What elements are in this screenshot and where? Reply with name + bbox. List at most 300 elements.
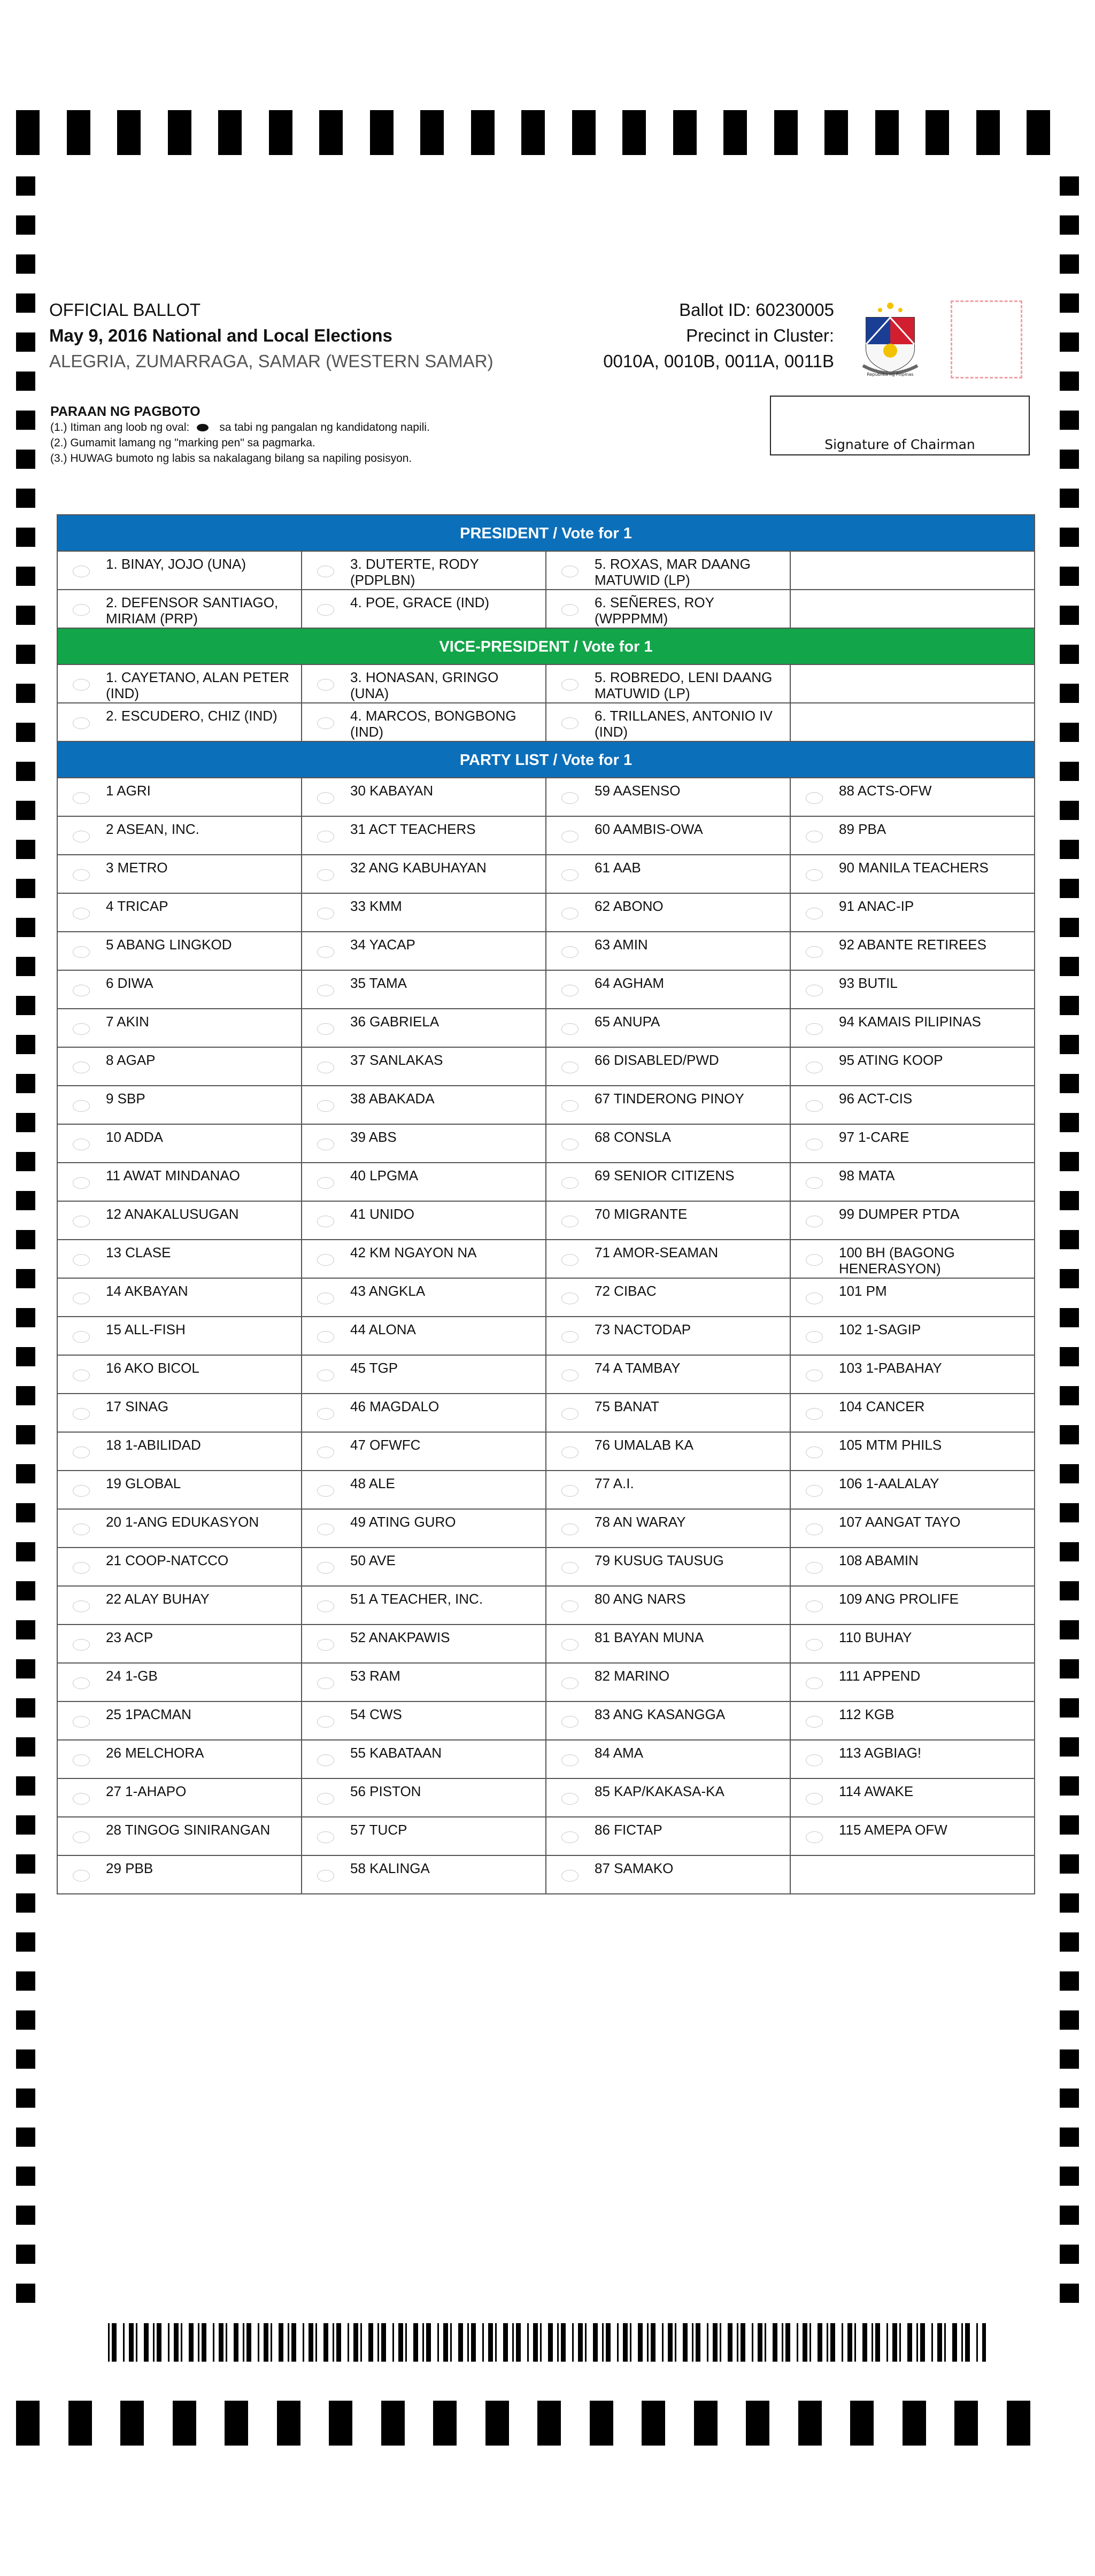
- candidate-cell[interactable]: [791, 1086, 1035, 1124]
- vote-oval[interactable]: [73, 1870, 90, 1882]
- vote-oval[interactable]: [561, 831, 579, 842]
- timing-mark: [16, 215, 35, 235]
- vote-oval[interactable]: [73, 1139, 90, 1150]
- vote-oval[interactable]: [561, 566, 579, 577]
- candidate-cell[interactable]: [302, 1433, 546, 1470]
- candidate-name: 107 AANGAT TAYO: [839, 1514, 961, 1530]
- barcode-bar: [437, 2323, 439, 2362]
- vote-oval[interactable]: [317, 1254, 334, 1266]
- vote-oval[interactable]: [806, 1446, 823, 1458]
- vote-oval[interactable]: [73, 1793, 90, 1805]
- vote-oval[interactable]: [806, 1293, 823, 1304]
- vote-oval[interactable]: [561, 1254, 579, 1266]
- vote-oval[interactable]: [561, 869, 579, 881]
- candidate-cell[interactable]: [546, 665, 791, 702]
- candidate-name: 3 METRO: [106, 860, 168, 876]
- barcode-bar: [189, 2323, 194, 2362]
- candidate-cell[interactable]: [302, 1086, 546, 1124]
- vote-oval[interactable]: [806, 1254, 823, 1266]
- candidate-cell[interactable]: [302, 1202, 546, 1239]
- candidate-cell[interactable]: [302, 552, 546, 589]
- candidate-cell[interactable]: [58, 1240, 302, 1278]
- vote-oval[interactable]: [561, 1523, 579, 1535]
- candidate-cell[interactable]: [302, 1702, 546, 1739]
- vote-oval[interactable]: [73, 1600, 90, 1612]
- vote-oval[interactable]: [806, 1216, 823, 1227]
- candidate-name: 4 TRICAP: [106, 898, 168, 914]
- candidate-cell[interactable]: [302, 1664, 546, 1701]
- timing-mark: [16, 957, 35, 976]
- vote-oval[interactable]: [73, 1331, 90, 1343]
- vote-oval[interactable]: [806, 1677, 823, 1689]
- vote-oval[interactable]: [806, 1408, 823, 1420]
- candidate-cell[interactable]: [58, 1202, 302, 1239]
- candidate-cell[interactable]: [791, 1510, 1035, 1547]
- vote-oval[interactable]: [73, 985, 90, 996]
- vote-oval[interactable]: [561, 1485, 579, 1497]
- candidate-cell[interactable]: [302, 1279, 546, 1316]
- vote-oval[interactable]: [317, 1331, 334, 1343]
- vote-oval[interactable]: [561, 1677, 579, 1689]
- vote-oval[interactable]: [317, 1831, 334, 1843]
- candidate-cell[interactable]: [302, 590, 546, 628]
- vote-oval[interactable]: [73, 1293, 90, 1304]
- candidate-cell[interactable]: [302, 1740, 546, 1778]
- vote-oval[interactable]: [806, 1023, 823, 1035]
- candidate-cell[interactable]: [58, 932, 302, 970]
- vote-oval[interactable]: [561, 1293, 579, 1304]
- candidate-cell[interactable]: [791, 1009, 1035, 1047]
- candidate-cell[interactable]: [546, 1548, 791, 1585]
- timing-mark: [16, 1698, 35, 1718]
- candidate-cell[interactable]: [58, 552, 302, 589]
- timing-mark: [1060, 1347, 1079, 1366]
- vote-oval[interactable]: [317, 792, 334, 804]
- candidate-cell[interactable]: [58, 1433, 302, 1470]
- vote-oval[interactable]: [317, 1023, 334, 1035]
- candidate-cell[interactable]: [302, 1625, 546, 1662]
- candidate-cell[interactable]: [546, 703, 791, 741]
- vote-oval[interactable]: [317, 1062, 334, 1073]
- candidate-cell[interactable]: [546, 1163, 791, 1201]
- vote-oval[interactable]: [317, 679, 334, 691]
- vote-oval[interactable]: [561, 1639, 579, 1651]
- candidate-cell[interactable]: [791, 971, 1035, 1008]
- candidate-cell[interactable]: [791, 817, 1035, 854]
- candidate-cell[interactable]: [58, 1664, 302, 1701]
- candidate-cell[interactable]: [302, 1856, 546, 1893]
- candidate-cell[interactable]: [302, 1510, 546, 1547]
- candidate-cell[interactable]: [546, 1048, 791, 1085]
- barcode-bar: [413, 2323, 418, 2362]
- barcode-bar: [213, 2323, 214, 2362]
- vote-oval[interactable]: [806, 1177, 823, 1189]
- candidate-cell[interactable]: [58, 1471, 302, 1509]
- candidate-cell[interactable]: [58, 665, 302, 702]
- vote-oval[interactable]: [73, 1100, 90, 1112]
- candidate-cell[interactable]: [302, 1009, 546, 1047]
- vote-oval[interactable]: [561, 1331, 579, 1343]
- vote-oval[interactable]: [317, 1485, 334, 1497]
- vote-oval[interactable]: [561, 604, 579, 616]
- candidate-cell[interactable]: [546, 894, 791, 931]
- candidate-cell[interactable]: [791, 1664, 1035, 1701]
- vote-oval[interactable]: [806, 908, 823, 919]
- vote-oval[interactable]: [73, 1754, 90, 1766]
- vote-oval[interactable]: [73, 792, 90, 804]
- timing-mark: [16, 1191, 35, 1210]
- vote-oval[interactable]: [561, 717, 579, 729]
- candidate-cell[interactable]: [58, 590, 302, 628]
- barcode-bar: [623, 2323, 628, 2362]
- timing-mark: [16, 1893, 35, 1913]
- candidate-cell[interactable]: [791, 1317, 1035, 1355]
- vote-oval[interactable]: [561, 1446, 579, 1458]
- vote-oval[interactable]: [73, 1254, 90, 1266]
- candidate-name: 97 1-CARE: [839, 1129, 909, 1145]
- candidate-cell[interactable]: [546, 1625, 791, 1662]
- candidate-cell[interactable]: [546, 1279, 791, 1316]
- candidate-cell[interactable]: [302, 1817, 546, 1855]
- vote-oval[interactable]: [561, 908, 579, 919]
- candidate-cell[interactable]: [546, 1740, 791, 1778]
- vote-oval[interactable]: [317, 908, 334, 919]
- candidate-cell[interactable]: [58, 778, 302, 816]
- candidate-cell[interactable]: [791, 1356, 1035, 1393]
- vote-oval[interactable]: [561, 1062, 579, 1073]
- vote-oval[interactable]: [561, 1716, 579, 1728]
- timing-mark: [1060, 1386, 1079, 1405]
- candidate-cell[interactable]: [791, 1471, 1035, 1509]
- vote-oval[interactable]: [317, 1216, 334, 1227]
- vote-oval[interactable]: [317, 1639, 334, 1651]
- candidate-cell[interactable]: [546, 1009, 791, 1047]
- candidate-cell[interactable]: [546, 1394, 791, 1432]
- candidate-cell[interactable]: [58, 1510, 302, 1547]
- candidate-cell[interactable]: [546, 817, 791, 854]
- candidate-cell[interactable]: [302, 894, 546, 931]
- vote-oval[interactable]: [73, 717, 90, 729]
- vote-oval[interactable]: [317, 1177, 334, 1189]
- vote-oval[interactable]: [73, 1023, 90, 1035]
- candidate-cell[interactable]: [791, 1394, 1035, 1432]
- timing-mark: [1060, 1035, 1079, 1054]
- candidate-cell[interactable]: [791, 1548, 1035, 1585]
- candidate-cell[interactable]: [302, 1356, 546, 1393]
- candidate-cell[interactable]: [302, 1317, 546, 1355]
- vote-oval[interactable]: [806, 946, 823, 958]
- candidate-cell[interactable]: [546, 1510, 791, 1547]
- candidate-cell[interactable]: [546, 1317, 791, 1355]
- vote-oval[interactable]: [561, 1100, 579, 1112]
- vote-oval[interactable]: [73, 831, 90, 842]
- barcode-bar: [758, 2323, 762, 2362]
- timing-mark: [1060, 1503, 1079, 1522]
- timing-mark: [622, 110, 646, 155]
- vote-oval[interactable]: [561, 1177, 579, 1189]
- vote-oval[interactable]: [806, 1831, 823, 1843]
- timing-mark: [16, 1932, 35, 1952]
- vote-oval[interactable]: [317, 946, 334, 958]
- empty-cell: [791, 552, 1035, 589]
- candidate-name: 21 COOP-NATCCO: [106, 1552, 229, 1568]
- vote-oval[interactable]: [561, 1754, 579, 1766]
- vote-oval[interactable]: [317, 831, 334, 842]
- candidate-cell[interactable]: [546, 1702, 791, 1739]
- vote-oval[interactable]: [73, 1562, 90, 1574]
- candidate-name: 83 ANG KASANGGA: [595, 1706, 726, 1722]
- candidate-cell[interactable]: [302, 778, 546, 816]
- vote-oval[interactable]: [561, 1408, 579, 1420]
- vote-oval[interactable]: [73, 566, 90, 577]
- candidate-cell[interactable]: [791, 1702, 1035, 1739]
- timing-mark: [1060, 2088, 1079, 2108]
- chairman-signature-box[interactable]: [770, 396, 1030, 455]
- timing-mark: [16, 1386, 35, 1405]
- candidate-cell[interactable]: [302, 1394, 546, 1432]
- candidate-cell[interactable]: [58, 1817, 302, 1855]
- vote-oval[interactable]: [561, 1023, 579, 1035]
- vote-oval[interactable]: [317, 1754, 334, 1766]
- candidate-cell[interactable]: [58, 703, 302, 741]
- candidate-cell[interactable]: [791, 894, 1035, 931]
- candidate-name: 47 OFWFC: [350, 1437, 421, 1453]
- candidate-cell[interactable]: [791, 1240, 1035, 1278]
- candidate-cell[interactable]: [546, 1856, 791, 1893]
- vote-oval[interactable]: [317, 566, 334, 577]
- timing-mark: [16, 1347, 35, 1366]
- candidate-cell[interactable]: [58, 1394, 302, 1432]
- vote-oval[interactable]: [317, 1562, 334, 1574]
- candidate-cell[interactable]: [58, 1740, 302, 1778]
- candidate-cell[interactable]: [302, 1587, 546, 1624]
- vote-oval[interactable]: [73, 1408, 90, 1420]
- vote-oval[interactable]: [806, 1100, 823, 1112]
- vote-oval[interactable]: [561, 1216, 579, 1227]
- candidate-cell[interactable]: [791, 1779, 1035, 1816]
- candidate-cell[interactable]: [546, 1664, 791, 1701]
- candidate-cell[interactable]: [791, 1163, 1035, 1201]
- timing-mark: [1060, 684, 1079, 703]
- vote-oval[interactable]: [561, 1600, 579, 1612]
- vote-oval[interactable]: [561, 1370, 579, 1381]
- candidate-cell[interactable]: [302, 1240, 546, 1278]
- candidate-cell[interactable]: [546, 855, 791, 893]
- vote-oval[interactable]: [806, 1062, 823, 1073]
- vote-oval[interactable]: [317, 1100, 334, 1112]
- candidate-cell[interactable]: [302, 932, 546, 970]
- candidate-cell[interactable]: [791, 1433, 1035, 1470]
- candidate-name: 39 ABS: [350, 1129, 397, 1145]
- candidate-cell[interactable]: [791, 1279, 1035, 1316]
- vote-oval[interactable]: [806, 1793, 823, 1805]
- candidate-cell[interactable]: [546, 971, 791, 1008]
- candidate-cell[interactable]: [546, 1086, 791, 1124]
- candidate-cell[interactable]: [546, 1202, 791, 1239]
- candidate-cell[interactable]: [58, 1702, 302, 1739]
- vote-oval[interactable]: [806, 1370, 823, 1381]
- candidate-cell[interactable]: [546, 552, 791, 589]
- candidate-cell[interactable]: [791, 1125, 1035, 1162]
- vote-oval[interactable]: [317, 1793, 334, 1805]
- vote-oval[interactable]: [561, 985, 579, 996]
- candidate-cell[interactable]: [58, 1086, 302, 1124]
- barcode-bar: [899, 2323, 901, 2362]
- vote-oval[interactable]: [561, 679, 579, 691]
- candidate-cell[interactable]: [791, 1587, 1035, 1624]
- vote-oval[interactable]: [317, 985, 334, 996]
- candidate-cell[interactable]: [58, 1048, 302, 1085]
- vote-oval[interactable]: [561, 1562, 579, 1574]
- vote-oval[interactable]: [806, 1331, 823, 1343]
- vote-oval[interactable]: [73, 1062, 90, 1073]
- candidate-name: 73 NACTODAP: [595, 1321, 691, 1337]
- candidate-cell[interactable]: [546, 1240, 791, 1278]
- barcode-bar: [144, 2323, 149, 2362]
- vote-oval[interactable]: [561, 1870, 579, 1882]
- candidate-cell[interactable]: [546, 932, 791, 970]
- vote-oval[interactable]: [73, 1639, 90, 1651]
- vote-oval[interactable]: [561, 1793, 579, 1805]
- candidate-cell[interactable]: [302, 703, 546, 741]
- candidate-cell[interactable]: [791, 1817, 1035, 1855]
- vote-oval[interactable]: [73, 908, 90, 919]
- candidate-cell[interactable]: [58, 1625, 302, 1662]
- candidate-cell[interactable]: [58, 855, 302, 893]
- candidate-cell[interactable]: [302, 971, 546, 1008]
- barcode-bar: [527, 2323, 529, 2362]
- vote-oval[interactable]: [73, 1831, 90, 1843]
- candidate-cell[interactable]: [58, 1317, 302, 1355]
- candidate-cell[interactable]: [302, 1471, 546, 1509]
- candidate-cell[interactable]: [302, 1125, 546, 1162]
- candidate-cell[interactable]: [58, 1356, 302, 1393]
- candidate-cell[interactable]: [546, 1817, 791, 1855]
- vote-oval[interactable]: [317, 1870, 334, 1882]
- vote-oval[interactable]: [317, 604, 334, 616]
- candidate-cell[interactable]: [302, 817, 546, 854]
- vote-oval[interactable]: [317, 1370, 334, 1381]
- candidate-cell[interactable]: [791, 855, 1035, 893]
- candidate-name: 4. POE, GRACE (IND): [350, 594, 490, 610]
- vote-oval[interactable]: [73, 1177, 90, 1189]
- candidate-cell[interactable]: [58, 1779, 302, 1816]
- vote-oval[interactable]: [317, 1600, 334, 1612]
- ballot-row: [58, 1239, 1035, 1278]
- vote-oval[interactable]: [73, 604, 90, 616]
- candidate-cell[interactable]: [58, 1009, 302, 1047]
- candidate-cell[interactable]: [546, 1471, 791, 1509]
- vote-oval[interactable]: [317, 1408, 334, 1420]
- candidate-cell[interactable]: [791, 1048, 1035, 1085]
- candidate-cell[interactable]: [791, 778, 1035, 816]
- vote-oval[interactable]: [317, 1677, 334, 1689]
- vote-oval[interactable]: [806, 1639, 823, 1651]
- candidate-cell[interactable]: [546, 590, 791, 628]
- vote-oval[interactable]: [561, 1139, 579, 1150]
- vote-oval[interactable]: [73, 869, 90, 881]
- vote-oval[interactable]: [73, 1677, 90, 1689]
- vote-oval[interactable]: [806, 985, 823, 996]
- candidate-cell[interactable]: [302, 1548, 546, 1585]
- vote-oval[interactable]: [317, 1523, 334, 1535]
- candidate-name: 31 ACT TEACHERS: [350, 821, 476, 837]
- vote-oval[interactable]: [73, 1523, 90, 1535]
- candidate-cell[interactable]: [58, 1163, 302, 1201]
- candidate-cell[interactable]: [546, 778, 791, 816]
- candidate-name: 106 1-AALALAY: [839, 1475, 939, 1491]
- candidate-cell[interactable]: [58, 971, 302, 1008]
- candidate-cell[interactable]: [546, 1356, 791, 1393]
- candidate-cell[interactable]: [58, 1587, 302, 1624]
- candidate-cell[interactable]: [302, 1163, 546, 1201]
- candidate-cell[interactable]: [791, 1202, 1035, 1239]
- vote-oval[interactable]: [806, 1485, 823, 1497]
- vote-oval[interactable]: [317, 717, 334, 729]
- vote-oval[interactable]: [317, 1139, 334, 1150]
- timing-mark: [16, 762, 35, 781]
- candidate-cell[interactable]: [546, 1587, 791, 1624]
- vote-oval[interactable]: [73, 1716, 90, 1728]
- vote-oval[interactable]: [73, 1370, 90, 1381]
- candidate-cell[interactable]: [58, 1856, 302, 1893]
- vote-oval[interactable]: [806, 792, 823, 804]
- vote-oval[interactable]: [73, 679, 90, 691]
- vote-oval[interactable]: [73, 1446, 90, 1458]
- vote-oval[interactable]: [73, 946, 90, 958]
- candidate-cell[interactable]: [791, 932, 1035, 970]
- candidate-cell[interactable]: [58, 894, 302, 931]
- vote-oval[interactable]: [806, 869, 823, 881]
- barcode-bar: [630, 2323, 631, 2362]
- candidate-name: 104 CANCER: [839, 1398, 925, 1414]
- candidate-name: 74 A TAMBAY: [595, 1360, 681, 1376]
- candidate-cell[interactable]: [302, 1779, 546, 1816]
- vote-oval[interactable]: [806, 1562, 823, 1574]
- candidate-cell[interactable]: [58, 1279, 302, 1316]
- candidate-cell[interactable]: [302, 665, 546, 702]
- candidate-cell[interactable]: [546, 1779, 791, 1816]
- vote-oval[interactable]: [317, 869, 334, 881]
- vote-oval[interactable]: [806, 1716, 823, 1728]
- vote-oval[interactable]: [561, 792, 579, 804]
- candidate-cell[interactable]: [58, 1548, 302, 1585]
- vote-oval[interactable]: [561, 1831, 579, 1843]
- vote-oval[interactable]: [317, 1716, 334, 1728]
- candidate-cell[interactable]: [546, 1125, 791, 1162]
- vote-oval[interactable]: [317, 1293, 334, 1304]
- timing-mark: [850, 2401, 874, 2446]
- vote-oval[interactable]: [806, 831, 823, 842]
- candidate-cell[interactable]: [546, 1433, 791, 1470]
- vote-oval[interactable]: [317, 1446, 334, 1458]
- candidate-cell[interactable]: [302, 855, 546, 893]
- vote-oval[interactable]: [73, 1485, 90, 1497]
- vote-oval[interactable]: [806, 1523, 823, 1535]
- candidate-cell[interactable]: [302, 1048, 546, 1085]
- vote-oval[interactable]: [806, 1600, 823, 1612]
- vote-oval[interactable]: [806, 1139, 823, 1150]
- vote-oval[interactable]: [806, 1754, 823, 1766]
- instruction-line-1: [50, 420, 430, 435]
- vote-oval[interactable]: [561, 946, 579, 958]
- candidate-cell[interactable]: [58, 817, 302, 854]
- candidate-cell[interactable]: [791, 1625, 1035, 1662]
- candidate-cell[interactable]: [58, 1125, 302, 1162]
- vote-oval[interactable]: [73, 1216, 90, 1227]
- section-header-party-list: PARTY LIST / Vote for 1: [58, 741, 1035, 777]
- candidate-cell[interactable]: [791, 1740, 1035, 1778]
